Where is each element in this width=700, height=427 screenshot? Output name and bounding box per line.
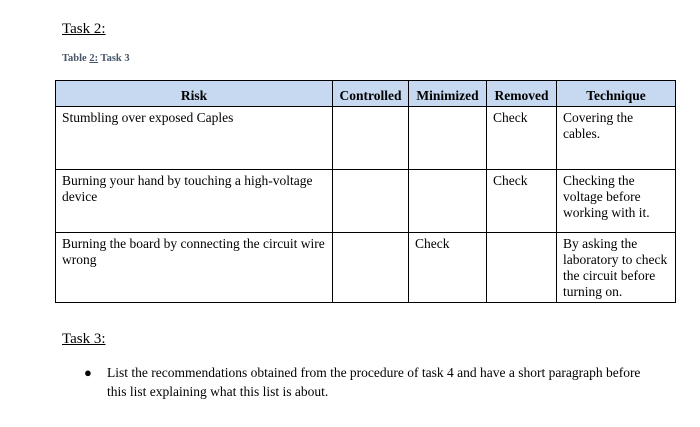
controlled-cell [333, 170, 409, 233]
technique-cell: By asking the laboratory to check the circuit before turning on. [557, 233, 676, 303]
risk-cell: Burning your hand by touching a high-voltage device [56, 170, 333, 233]
caption-prefix: Table [62, 53, 90, 64]
header-technique: Technique [557, 81, 676, 107]
risk-cell: Stumbling over exposed Caples [56, 107, 333, 170]
table-row [56, 107, 676, 170]
caption-title: Task 3 [98, 53, 130, 64]
removed-cell [487, 233, 557, 303]
minimized-cell [409, 170, 487, 233]
header-controlled: Controlled [333, 81, 409, 107]
technique-cell: Covering the cables. [557, 107, 676, 170]
risk-cell: Burning the board by connecting the circuit wire wrong [56, 233, 333, 303]
header-removed: Removed [487, 81, 557, 107]
list-item [86, 363, 646, 401]
task3-heading: Task 3: [62, 331, 106, 347]
removed-cell: Check [487, 170, 557, 233]
controlled-cell [333, 107, 409, 170]
table-row [56, 233, 676, 303]
minimized-cell [409, 107, 487, 170]
controlled-cell [333, 233, 409, 303]
caption-number: 2: [89, 53, 99, 64]
technique-cell: Checking the voltage before working with it. [557, 170, 676, 233]
header-risk: Risk [56, 81, 333, 107]
table-row [56, 170, 676, 233]
bullet-icon: ● [84, 365, 92, 380]
risk-table [55, 80, 676, 303]
removed-cell: Check [487, 107, 557, 170]
header-minimized: Minimized [409, 81, 487, 107]
minimized-cell: Check [409, 233, 487, 303]
task2-heading: Task 2: [62, 21, 106, 37]
table-header-row [56, 81, 676, 107]
table-caption [62, 53, 130, 64]
list-item-text: List the recommendations obtained from the procedure of task 4 and have a short paragraph before this list explaining what this list is about. [107, 365, 641, 399]
